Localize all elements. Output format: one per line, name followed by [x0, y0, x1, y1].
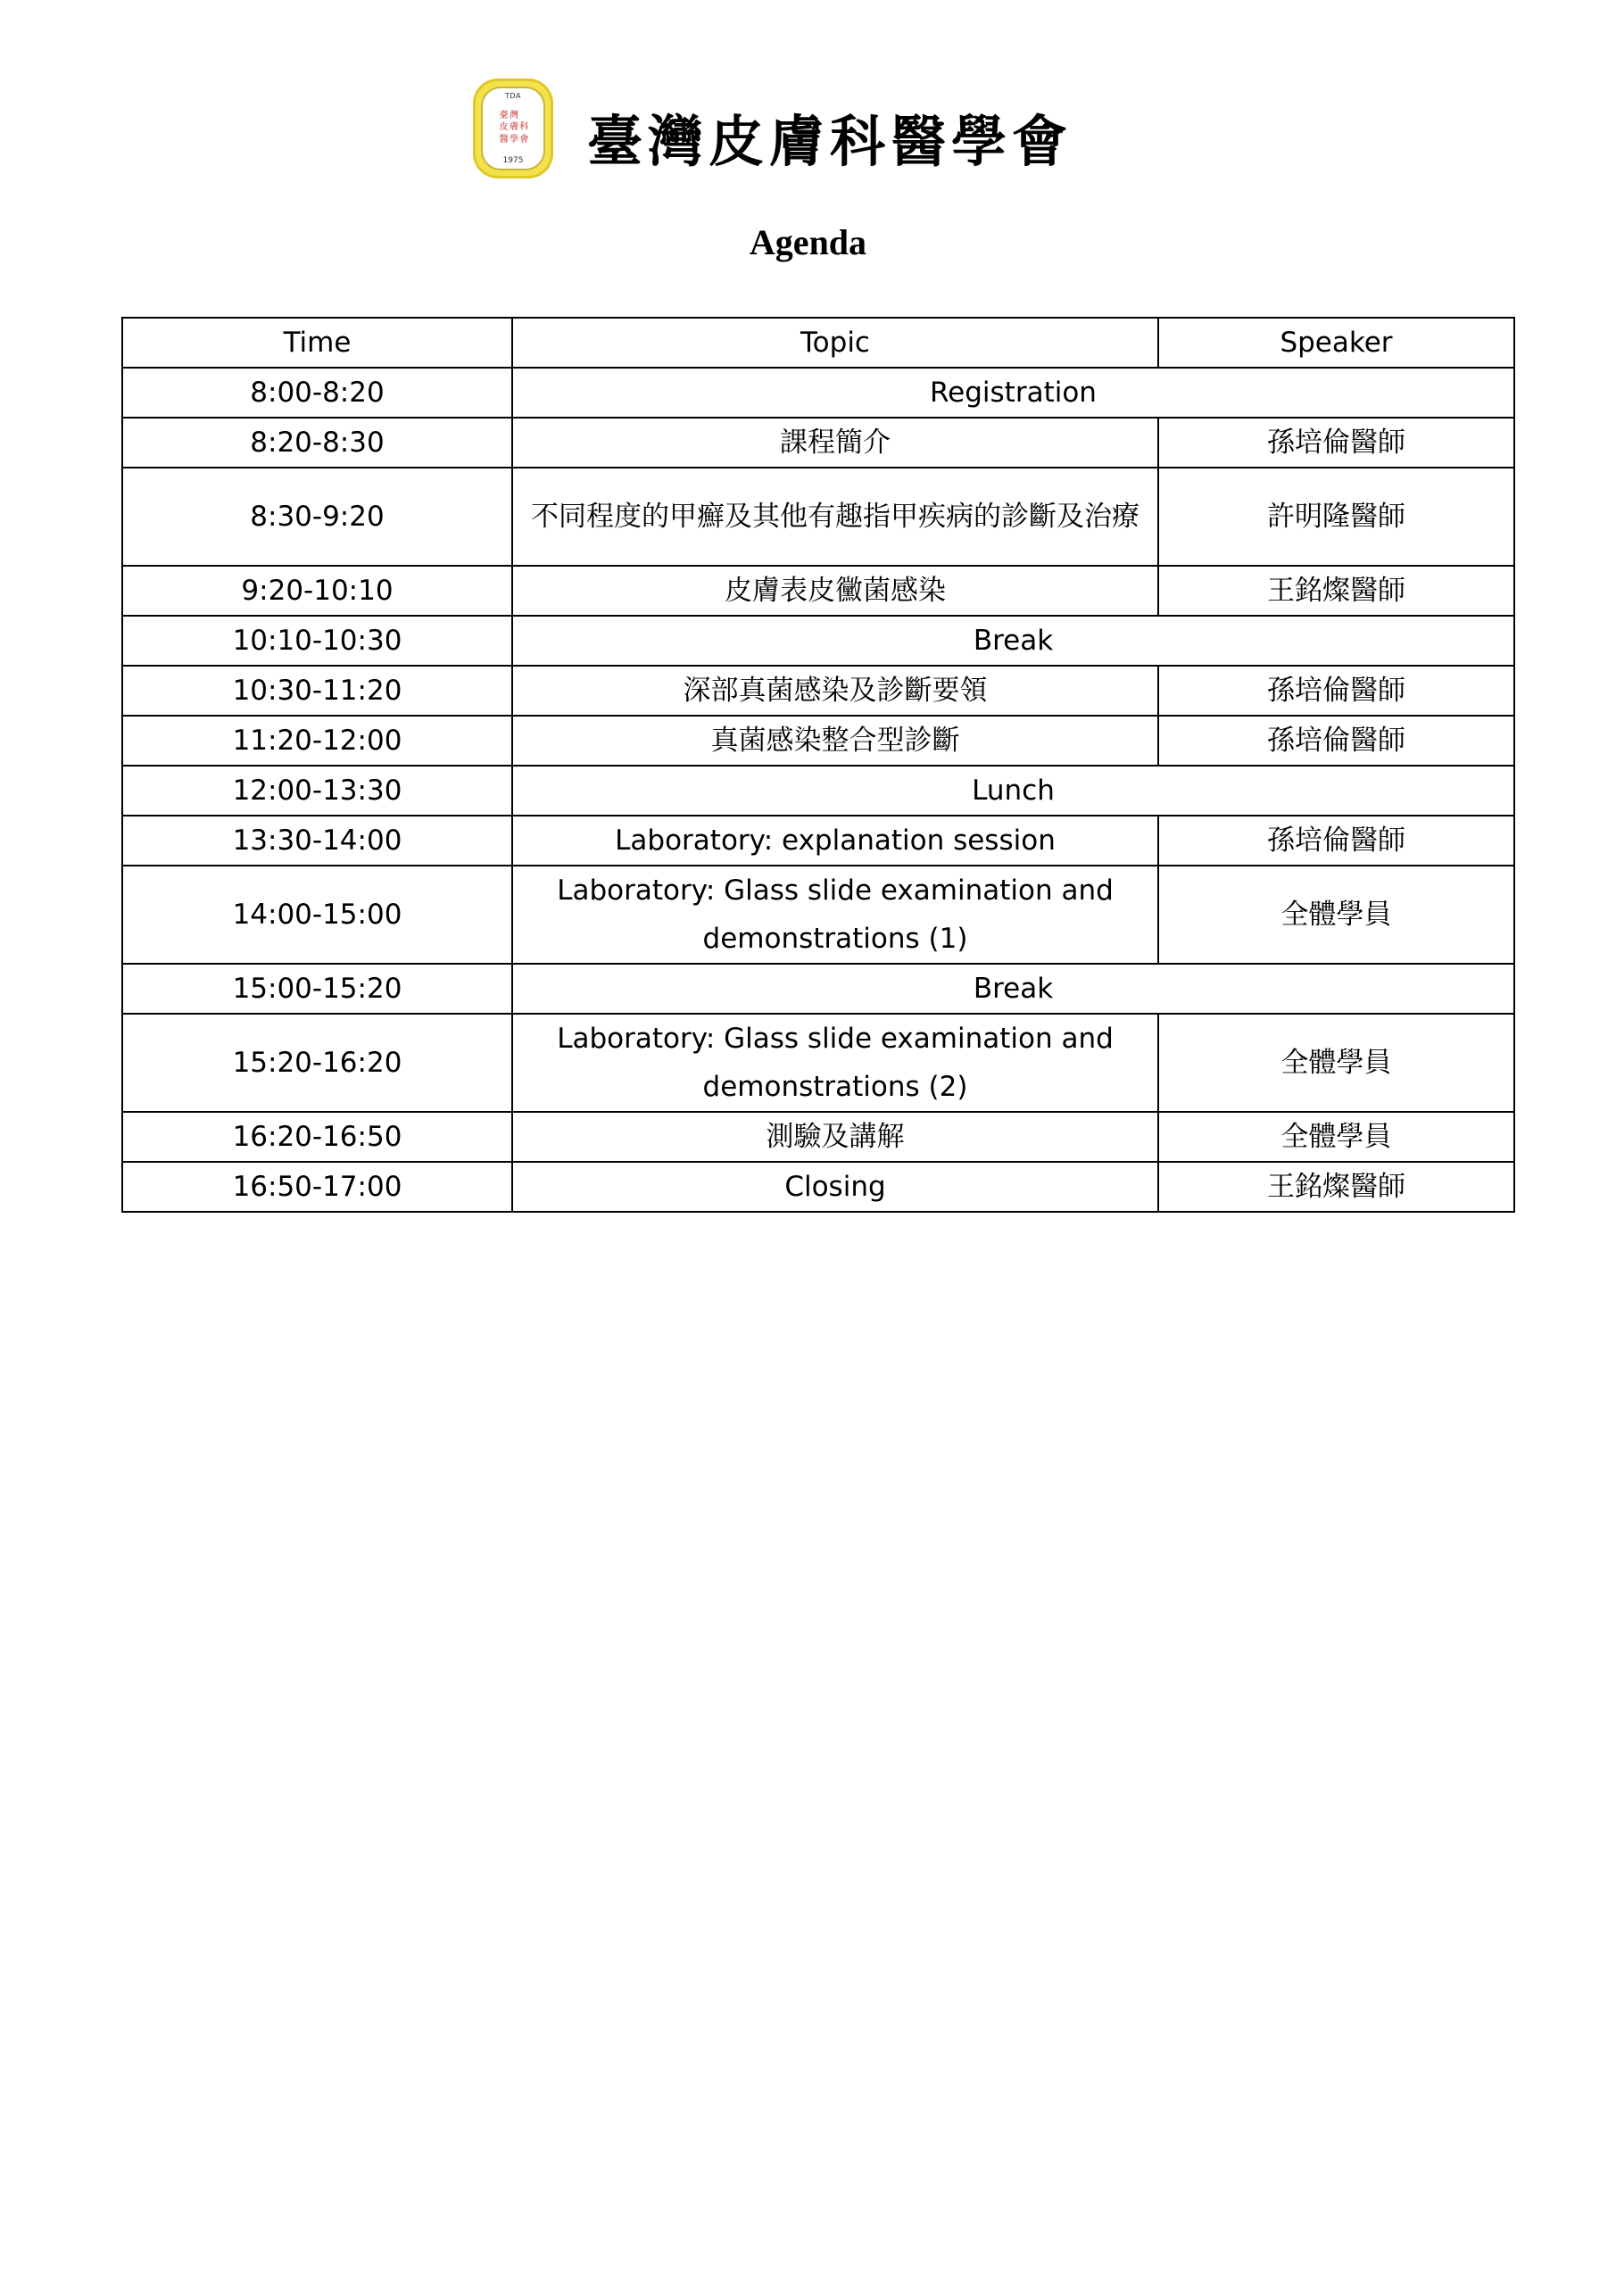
cell-topic: 真菌感染整合型診斷: [512, 716, 1158, 766]
cell-topic: 深部真菌感染及診斷要領: [512, 666, 1158, 716]
association-logo: [473, 79, 553, 178]
agenda-table: [121, 317, 1515, 1213]
logo-seal: [481, 87, 545, 170]
logo-char: 會: [519, 134, 529, 145]
cell-speaker: 孫培倫醫師: [1158, 816, 1514, 866]
cell-speaker: 孫培倫醫師: [1158, 666, 1514, 716]
cell-topic: 皮膚表皮黴菌感染: [512, 566, 1158, 616]
table-row: [122, 766, 1514, 816]
cell-topic-spanning: Break: [512, 964, 1514, 1014]
logo-year: 1975: [502, 156, 524, 165]
cell-time: 9:20-10:10: [122, 566, 512, 616]
cell-time: 10:10-10:30: [122, 616, 512, 666]
cell-speaker: 許明隆醫師: [1158, 468, 1514, 566]
association-name: 臺灣皮膚科醫學會: [587, 109, 1073, 174]
logo-char: 臺: [499, 111, 509, 120]
cell-topic: Laboratory: Glass slide examination and demonstrations (1): [512, 866, 1158, 964]
cell-speaker: 孫培倫醫師: [1158, 418, 1514, 468]
logo-core: [499, 110, 529, 145]
cell-speaker: 全體學員: [1158, 1112, 1514, 1162]
table-row: [122, 1014, 1514, 1112]
cell-speaker: 全體學員: [1158, 1014, 1514, 1112]
cell-time: 13:30-14:00: [122, 816, 512, 866]
table-row: [122, 1162, 1514, 1212]
cell-topic-spanning: Break: [512, 616, 1514, 666]
cell-speaker: 王銘燦醫師: [1158, 1162, 1514, 1212]
logo-char: 灣: [509, 111, 518, 120]
cell-topic: 測驗及講解: [512, 1112, 1158, 1162]
logo-char: 科: [519, 122, 529, 133]
agenda-table-body: [122, 318, 1514, 1212]
table-row: [122, 666, 1514, 716]
table-row: [122, 716, 1514, 766]
column-header-speaker: Speaker: [1158, 318, 1514, 368]
logo-ring-text: TDA: [505, 92, 521, 100]
cell-topic: Closing: [512, 1162, 1158, 1212]
page-title: Agenda: [749, 222, 867, 262]
table-row: [122, 866, 1514, 964]
column-header-time: Time: [122, 318, 512, 368]
table-header-row: [122, 318, 1514, 368]
letterhead: [473, 70, 1073, 187]
cell-time: 11:20-12:00: [122, 716, 512, 766]
cell-time: 8:20-8:30: [122, 418, 512, 468]
logo-char: 醫: [499, 134, 509, 145]
cell-time: 8:00-8:20: [122, 368, 512, 418]
table-row: [122, 1112, 1514, 1162]
cell-speaker: 王銘燦醫師: [1158, 566, 1514, 616]
cell-time: 8:30-9:20: [122, 468, 512, 566]
cell-speaker: 孫培倫醫師: [1158, 716, 1514, 766]
cell-topic: 不同程度的甲癬及其他有趣指甲疾病的診斷及治療: [512, 468, 1158, 566]
cell-time: 16:20-16:50: [122, 1112, 512, 1162]
cell-time: 12:00-13:30: [122, 766, 512, 816]
cell-topic: 課程簡介: [512, 418, 1158, 468]
cell-topic-spanning: Lunch: [512, 766, 1514, 816]
logo-char: 膚: [509, 122, 518, 133]
column-header-topic: Topic: [512, 318, 1158, 368]
logo-char: 皮: [499, 122, 509, 133]
cell-time: 15:00-15:20: [122, 964, 512, 1014]
table-row: [122, 616, 1514, 666]
table-row: [122, 816, 1514, 866]
table-row: [122, 964, 1514, 1014]
table-row: [122, 468, 1514, 566]
logo-char: [519, 110, 529, 121]
cell-time: 14:00-15:00: [122, 866, 512, 964]
cell-topic: Laboratory: Glass slide examination and demonstrations (2): [512, 1014, 1158, 1112]
table-row: [122, 368, 1514, 418]
cell-speaker: 全體學員: [1158, 866, 1514, 964]
cell-topic-spanning: Registration: [512, 368, 1514, 418]
cell-time: 15:20-16:20: [122, 1014, 512, 1112]
cell-time: 16:50-17:00: [122, 1162, 512, 1212]
table-row: [122, 566, 1514, 616]
cell-time: 10:30-11:20: [122, 666, 512, 716]
cell-topic: Laboratory: explanation session: [512, 816, 1158, 866]
logo-char: 學: [509, 134, 518, 145]
table-row: [122, 418, 1514, 468]
